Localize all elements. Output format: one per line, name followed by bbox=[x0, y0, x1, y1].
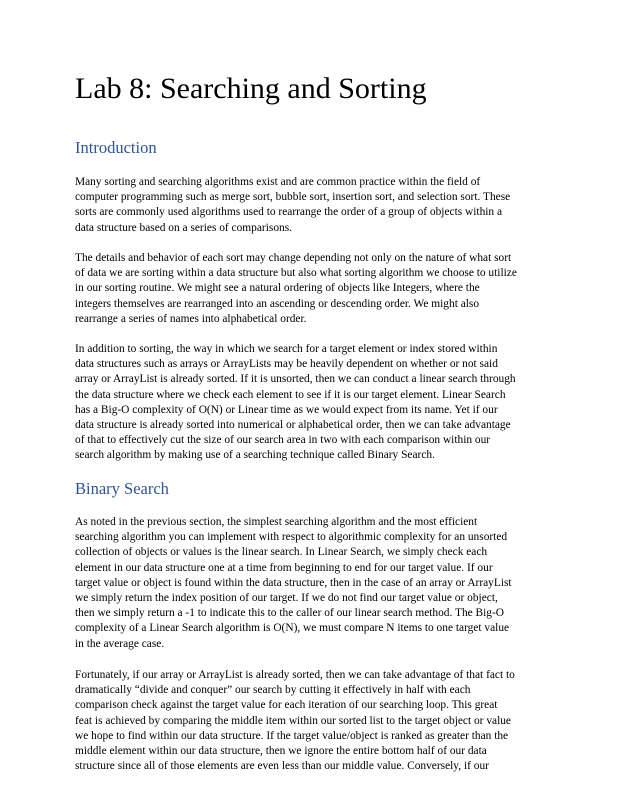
text-line: then we simply return a -1 to indicate this to the caller of our linear search method. The Big-O bbox=[75, 607, 505, 620]
text-line: we simply return the index position of our target. If we do not find our target value or object, bbox=[75, 591, 498, 604]
text-line: structure since all of those elements are even less than our middle value. Conversely, if our bbox=[75, 760, 489, 773]
text-line: we hope to find within our data structure. If the target value/object is ranked as greater than the bbox=[75, 729, 509, 742]
text-line: Fortunately, if our array or ArrayList is already sorted, then we can take advantage of that fact to bbox=[75, 669, 515, 681]
text-line: sorts are commonly used algorithms used to rearrange the order of a group of objects within a bbox=[75, 206, 503, 219]
text-line: data structure is already sorted into numerical or alphabetical order, then we can take advantage bbox=[75, 418, 511, 431]
text-line: feat is achieved by comparing the middle item within our sorted list to the target object or value bbox=[75, 714, 511, 727]
text-line: target value or object is found within the data structure, then in the case of an array or ArrayList bbox=[75, 576, 512, 589]
paragraph bbox=[75, 175, 605, 236]
paragraph bbox=[75, 342, 605, 464]
text-line: In addition to sorting, the way in which we search for a target element or index stored within bbox=[75, 343, 498, 355]
text-line: dramatically “divide and conquer” our search by cutting it effectively in half with each bbox=[75, 684, 471, 697]
text-line: has a Big-O complexity of O(N) or Linear time as we would expect from its name. Yet if our bbox=[75, 403, 498, 416]
text-line: search algorithm by making use of a searching technique called Binary Search. bbox=[75, 449, 435, 462]
text-line: in our sorting routine. We might see a natural ordering of objects like Integers, where the bbox=[75, 282, 480, 295]
text-line: of that to effectively cut the size of our search area in two with each comparison within our bbox=[75, 434, 491, 447]
section-heading-binary-search: Binary Search bbox=[75, 479, 169, 498]
text-line: integers themselves are rearranged into an ascending or descending order. We might also bbox=[75, 297, 480, 310]
text-line: complexity of a Linear Search algorithm is O(N), we must compare N items to one target value bbox=[75, 622, 510, 635]
text-line: The details and behavior of each sort may change depending not only on the nature of what sort bbox=[75, 252, 512, 264]
text-line: As noted in the previous section, the simplest searching algorithm and the most efficient bbox=[75, 516, 478, 528]
text-line: rearrange a series of names into alphabetical order. bbox=[75, 312, 307, 325]
text-line: data structures such as arrays or ArrayLists may be heavily dependent on whether or not said bbox=[75, 358, 498, 371]
document-title: Lab 8: Searching and Sorting bbox=[75, 72, 427, 105]
text-line: array or ArrayList is already sorted. If it is unsorted, then we can conduct a linear search through bbox=[75, 373, 516, 386]
text-line: collection of objects or values is the linear search. In Linear Search, we simply check each bbox=[75, 546, 488, 559]
text-line: of data we are sorting within a data structure but also what sorting algorithm we choose to utilize bbox=[75, 267, 517, 280]
text-line: the data structure where we check each element to see if it is our target element. Linear Search bbox=[75, 388, 506, 401]
text-line: element in our data structure one at a time from beginning to end for our target value. If our bbox=[75, 561, 493, 574]
paragraph bbox=[75, 251, 605, 327]
text-line: middle element within our data structure, then we ignore the entire bottom half of our data bbox=[75, 744, 487, 757]
section-heading-introduction: Introduction bbox=[75, 138, 157, 157]
paragraph bbox=[75, 668, 605, 774]
text-line: comparison check against the target value for each iteration of our searching loop. This great bbox=[75, 699, 498, 712]
text-line: in the average case. bbox=[75, 637, 165, 650]
paragraph bbox=[75, 515, 605, 652]
text-line: computer programming such as merge sort, bubble sort, insertion sort, and selection sort. These bbox=[75, 191, 511, 204]
text-line: searching algorithm you can implement with respect to algorithmic complexity for an unsorted bbox=[75, 531, 508, 544]
text-line: data structure based on a series of comparisons. bbox=[75, 221, 292, 234]
text-line: Many sorting and searching algorithms exist and are common practice within the field of bbox=[75, 176, 481, 188]
